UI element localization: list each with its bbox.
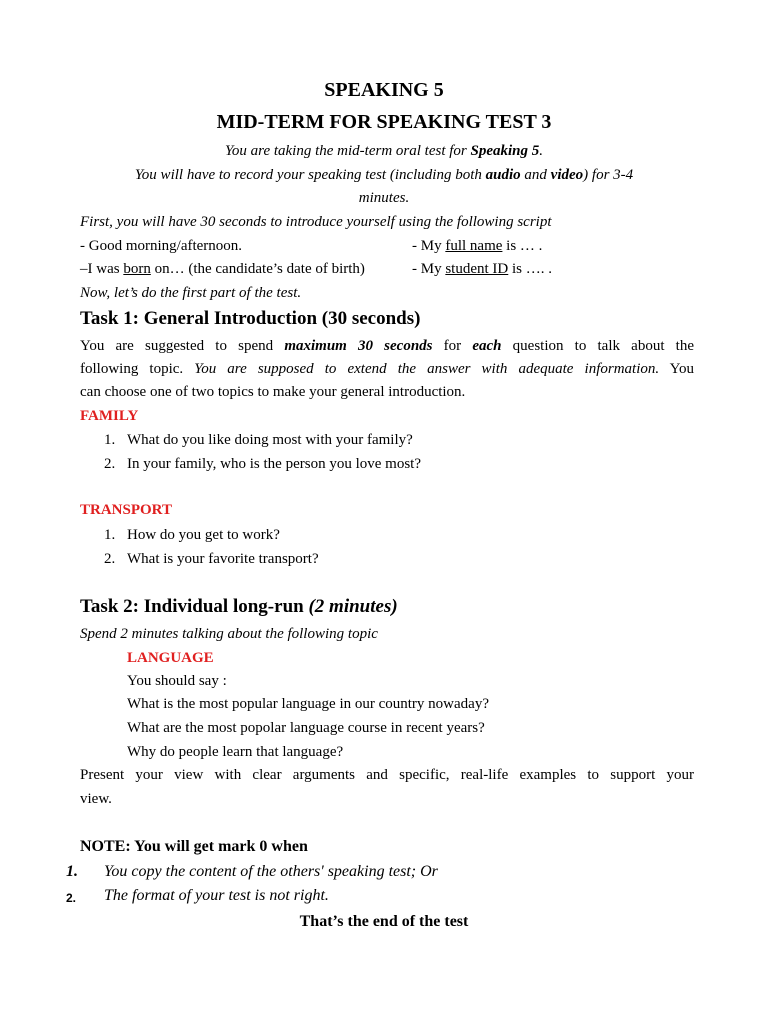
note-number: 1. bbox=[66, 863, 78, 880]
script-full-name: - My full name is … . bbox=[412, 238, 543, 254]
task1-paragraph-line-1: You are suggested to spend maximum 30 seconds for each question to talk about the bbox=[80, 338, 694, 354]
list-number: 2. bbox=[104, 551, 116, 567]
present-line-2: view. bbox=[80, 791, 112, 807]
script-intro: First, you will have 30 seconds to introduce yourself using the following script bbox=[80, 214, 552, 230]
task2-question: Why do people learn that language? bbox=[127, 744, 344, 760]
now-first-part: Now, let’s do the first part of the test. bbox=[80, 285, 302, 301]
task2-spend: Spend 2 minutes talking about the following topic bbox=[80, 626, 378, 642]
task1-paragraph-line-2: following topic. You are supposed to extend the answer with adequate information. You bbox=[80, 361, 694, 377]
page-title: SPEAKING 5 bbox=[324, 79, 444, 101]
list-item: In your family, who is the person you love most? bbox=[127, 456, 421, 472]
script-greeting: - Good morning/afternoon. bbox=[80, 238, 243, 254]
list-item: What is your favorite transport? bbox=[127, 551, 319, 567]
list-item: How do you get to work? bbox=[127, 527, 280, 543]
task1-paragraph-line-3: can choose one of two topics to make your general introduction. bbox=[80, 384, 466, 400]
task2-heading: Task 2: Individual long-run (2 minutes) bbox=[80, 596, 398, 617]
list-number: 1. bbox=[104, 527, 116, 543]
list-item: What do you like doing most with your family? bbox=[127, 432, 413, 448]
script-born: –I was born on… (the candidate’s date of birth) bbox=[80, 261, 365, 277]
task2-question: What are the most popolar language course in recent years? bbox=[127, 720, 485, 736]
intro-line-3: minutes. bbox=[358, 190, 410, 206]
topic-language: LANGUAGE bbox=[127, 650, 214, 666]
note-item: The format of your test is not right. bbox=[104, 887, 329, 904]
should-say: You should say : bbox=[127, 673, 227, 689]
script-student-id: - My student ID is …. . bbox=[412, 261, 553, 277]
present-line-1: Present your view with clear arguments and specific, real-life examples to support your bbox=[80, 767, 694, 783]
list-number: 1. bbox=[104, 432, 116, 448]
task2-question: What is the most popular language in our country nowaday? bbox=[127, 696, 489, 712]
topic-family: FAMILY bbox=[80, 408, 139, 424]
task1-heading: Task 1: General Introduction (30 seconds) bbox=[80, 308, 421, 329]
topic-transport: TRANSPORT bbox=[80, 502, 172, 518]
note-heading: NOTE: You will get mark 0 when bbox=[80, 838, 308, 855]
note-item: You copy the content of the others' speaking test; Or bbox=[104, 863, 438, 880]
page-subtitle: MID-TERM FOR SPEAKING TEST 3 bbox=[216, 111, 552, 133]
intro-line-1: You are taking the mid-term oral test for Speaking 5. bbox=[224, 143, 544, 159]
list-number: 2. bbox=[104, 456, 116, 472]
end-of-test: That’s the end of the test bbox=[299, 913, 469, 930]
intro-line-2: You will have to record your speaking test (including both audio and video) for 3-4 bbox=[134, 167, 634, 183]
note-number: 2. bbox=[66, 891, 77, 905]
